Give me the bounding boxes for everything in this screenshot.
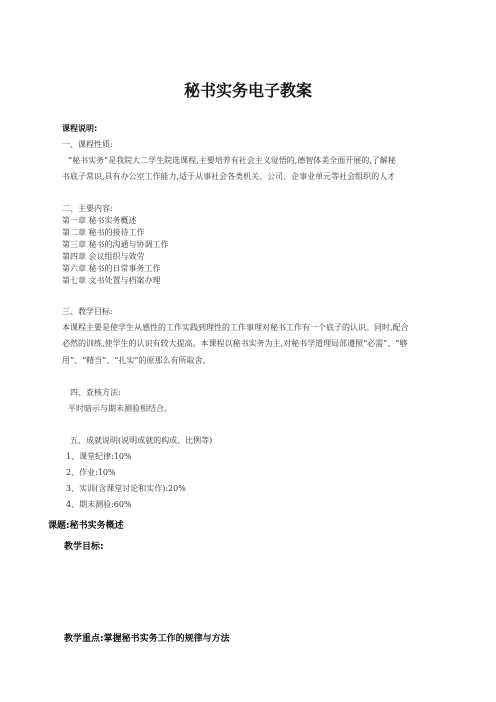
section1-text-line2: 书底子常识,具有办公室工作能力,适于从事社会各类机关、公司、企事业单元等社会组织的人才 bbox=[62, 172, 396, 181]
chapter-item: 第四章 会议组织与效劳 bbox=[62, 252, 145, 261]
chapter-item: 第二章 秘书的接待工作 bbox=[62, 228, 145, 237]
lesson-topic: 课题:秘书实务概述 bbox=[48, 521, 124, 531]
section3-text-line2: 必然的训练,使学生的认识有较大提高。本课程以秘书实务为主,对秘书学道理局部遵照“必需”、“够 bbox=[62, 339, 408, 348]
section3-text-line1: 本课程主要是使学生从感性的工作实践到理性的工作事理对秘书工作有一个底子的认识。同时,配合 bbox=[62, 323, 409, 332]
section2-heading: 二、主要内容: bbox=[62, 204, 113, 213]
section3-heading: 三、教学目标: bbox=[62, 307, 113, 316]
grading-item: 2、作业:10% bbox=[66, 468, 116, 477]
section1-text-line1: “秘书实务”是我院大二学生院选课程,主要培养有社会主义觉悟的,德智体美全面开展的,了解秘 bbox=[68, 156, 396, 165]
chapter-item: 第一章 秘书实务概述 bbox=[62, 216, 137, 225]
section5-heading: 五、成就说明(说明成就的构成、比例等) bbox=[70, 436, 213, 445]
teaching-goal-heading: 教学目标: bbox=[64, 542, 104, 552]
section4-text-line1: 平时暗示与期末测验相结合。 bbox=[68, 404, 172, 413]
course-note-heading: 课程说明: bbox=[62, 124, 98, 133]
section4-heading: 四、查核方法: bbox=[70, 388, 121, 397]
chapter-item: 第七章 文书处置与档案办理 bbox=[62, 276, 161, 285]
grading-item: 4、期末测验:60% bbox=[66, 500, 132, 509]
document-title: 秘书实务电子教案 bbox=[183, 81, 312, 100]
section1-heading: 一、课程性质: bbox=[62, 140, 113, 149]
teaching-focus-heading: 教学重点:掌握秘书实务工作的规律与方法 bbox=[64, 634, 230, 644]
grading-item: 3、实训(含课堂讨论和实作):20% bbox=[66, 484, 186, 493]
grading-item: 1、课堂纪律:10% bbox=[66, 452, 132, 461]
chapter-item: 第六章 秘书的日常事务工作 bbox=[62, 264, 161, 273]
chapter-item: 第三章 秘书的沟通与协调工作 bbox=[62, 240, 169, 249]
section3-text-line3: 用”、“精当”、“扎实”的原那么有所取舍。 bbox=[62, 356, 211, 365]
